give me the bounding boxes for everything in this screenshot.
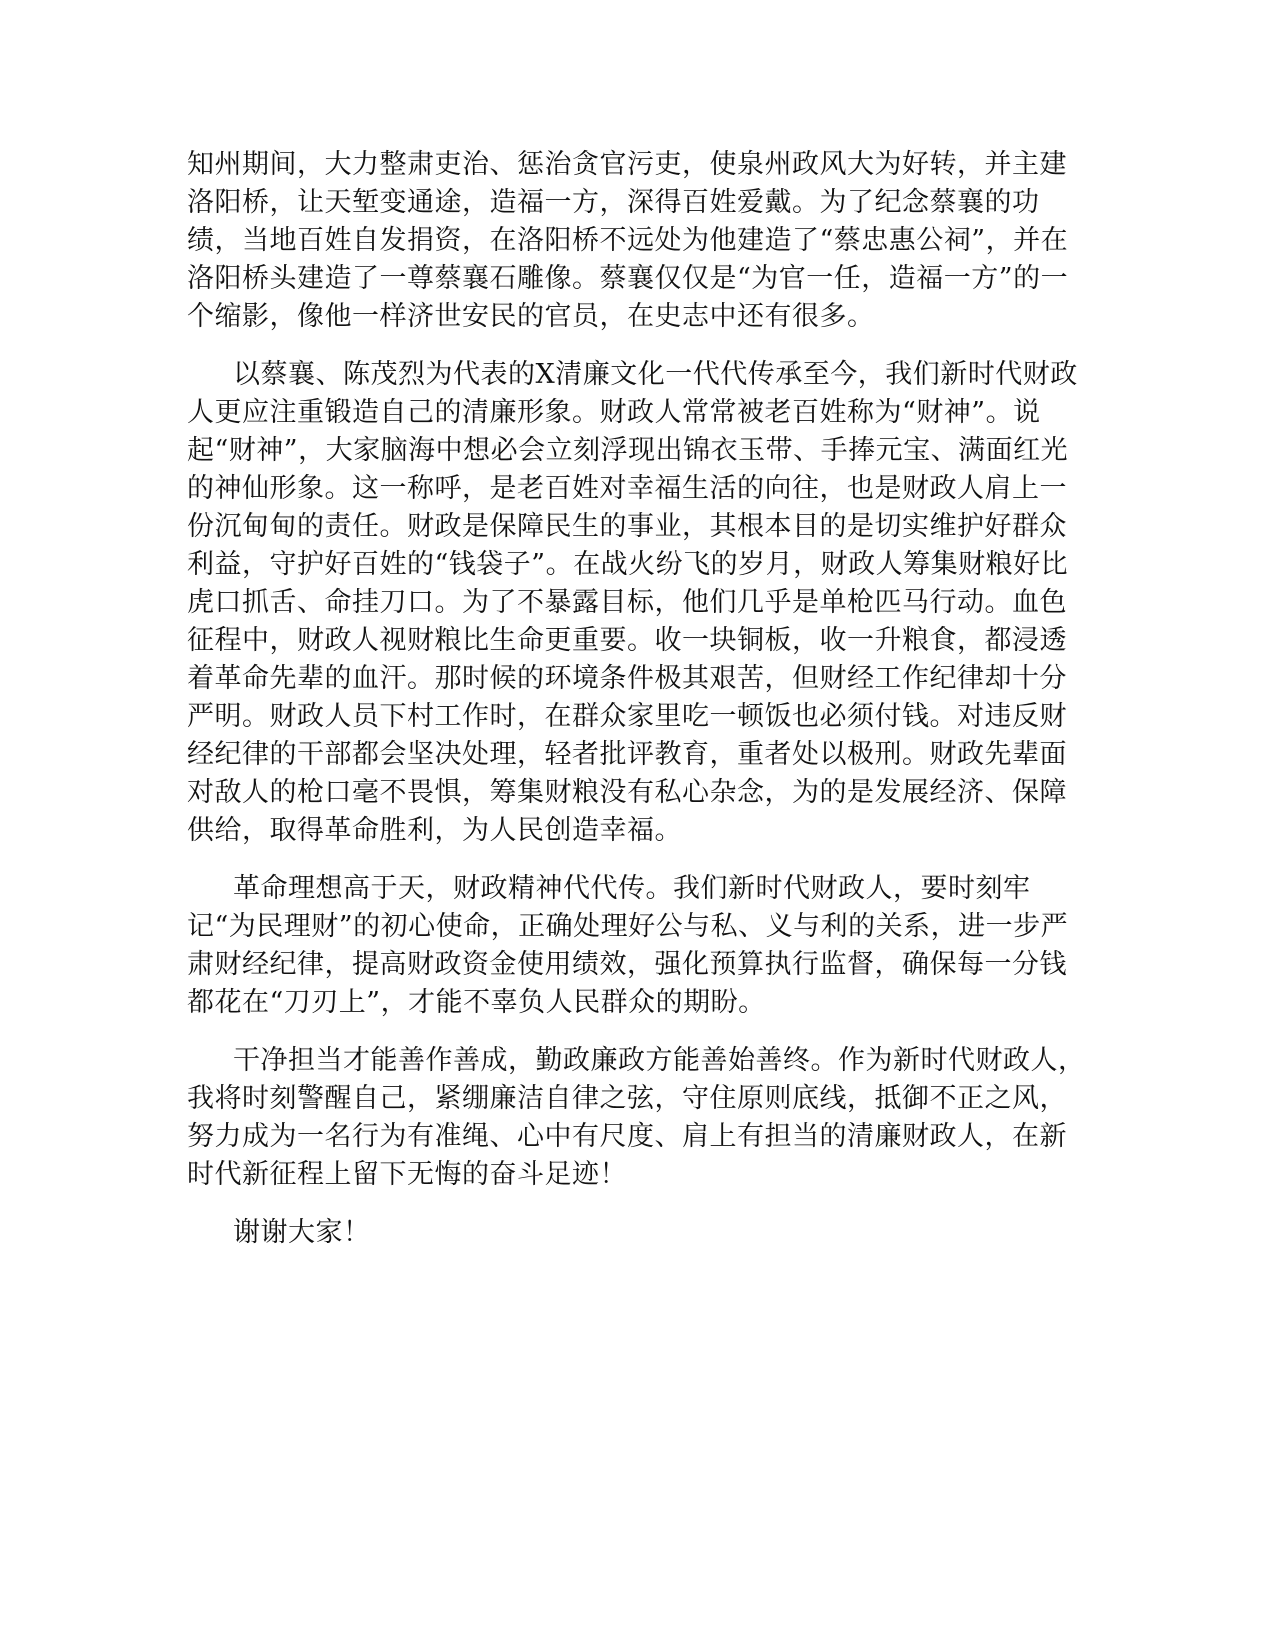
paragraph-1: 知州期间，大力整肃吏治、惩治贪官污吏，使泉州政风大为好转，并主建洛阳桥，让天堑变通途，造福一方，深得百姓爱戴。为了纪念蔡襄的功绩，当地百姓自发捐资，在洛阳桥不远处为他建造了“蔡忠惠公祠”，并在洛阳桥头建造了一尊蔡襄石雕像。蔡襄仅仅是“为官一任，造福一方”的一个缩影，像他一样济世安民的官员，在史志中还有很多。 [187,149,1069,332]
paragraph-4: 干净担当才能善作善成，勤政廉政方能善始善终。作为新时代财政人，我将时刻警醒自己，紧绷廉洁自律之弦，守住原则底线，抵御不正之风，努力成为一名行为有准绳、心中有尺度、肩上有担当的清廉财政人，在新时代新征程上留下无悔的奋斗足迹！ [187,1045,1086,1190]
paragraph-3: 革命理想高于天，财政精神代代传。我们新时代财政人，要时刻牢记“为民理财”的初心使命，正确处理好公与私、义与利的关系，进一步严肃财经纪律，提高财政资金使用绩效，强化预算执行监督，确保每一分钱都花在“刀刃上”，才能不辜负人民群众的期盼。 [187,873,1069,1018]
document-body [187,146,1087,1252]
paragraph-5: 谢谢大家！ [233,1217,371,1248]
paragraph-2: 以蔡襄、陈茂烈为代表的X清廉文化一代代传承至今，我们新时代财政人更应注重锻造自己的清廉形象。财政人常常被老百姓称为“财神”。说起“财神”，大家脑海中想必会立刻浮现出锦衣玉带、手捧元宝、满面红光的神仙形象。这一称呼，是老百姓对幸福生活的向往，也是财政人肩上一份沉甸甸的责任。财政是保障民生的事业，其根本目的是切实维护好群众利益，守护好百姓的“钱袋子”。在战火纷飞的岁月，财政人筹集财粮好比虎口抓舌、命挂刀口。为了不暴露目标，他们几乎是单枪匹马行动。血色征程中，财政人视财粮比生命更重要。收一块铜板，收一升粮食，都浸透着革命先辈的血汗。那时候的环境条件极其艰苦，但财经工作纪律却十分严明。财政人员下村工作时，在群众家里吃一顿饭也必须付钱。对违反财经纪律的干部都会坚决处理，轻者批评教育，重者处以极刑。财政先辈面对敌人的枪口毫不畏惧，筹集财粮没有私心杂念，为的是发展经济、保障供给，取得革命胜利，为人民创造幸福。 [187,359,1078,846]
